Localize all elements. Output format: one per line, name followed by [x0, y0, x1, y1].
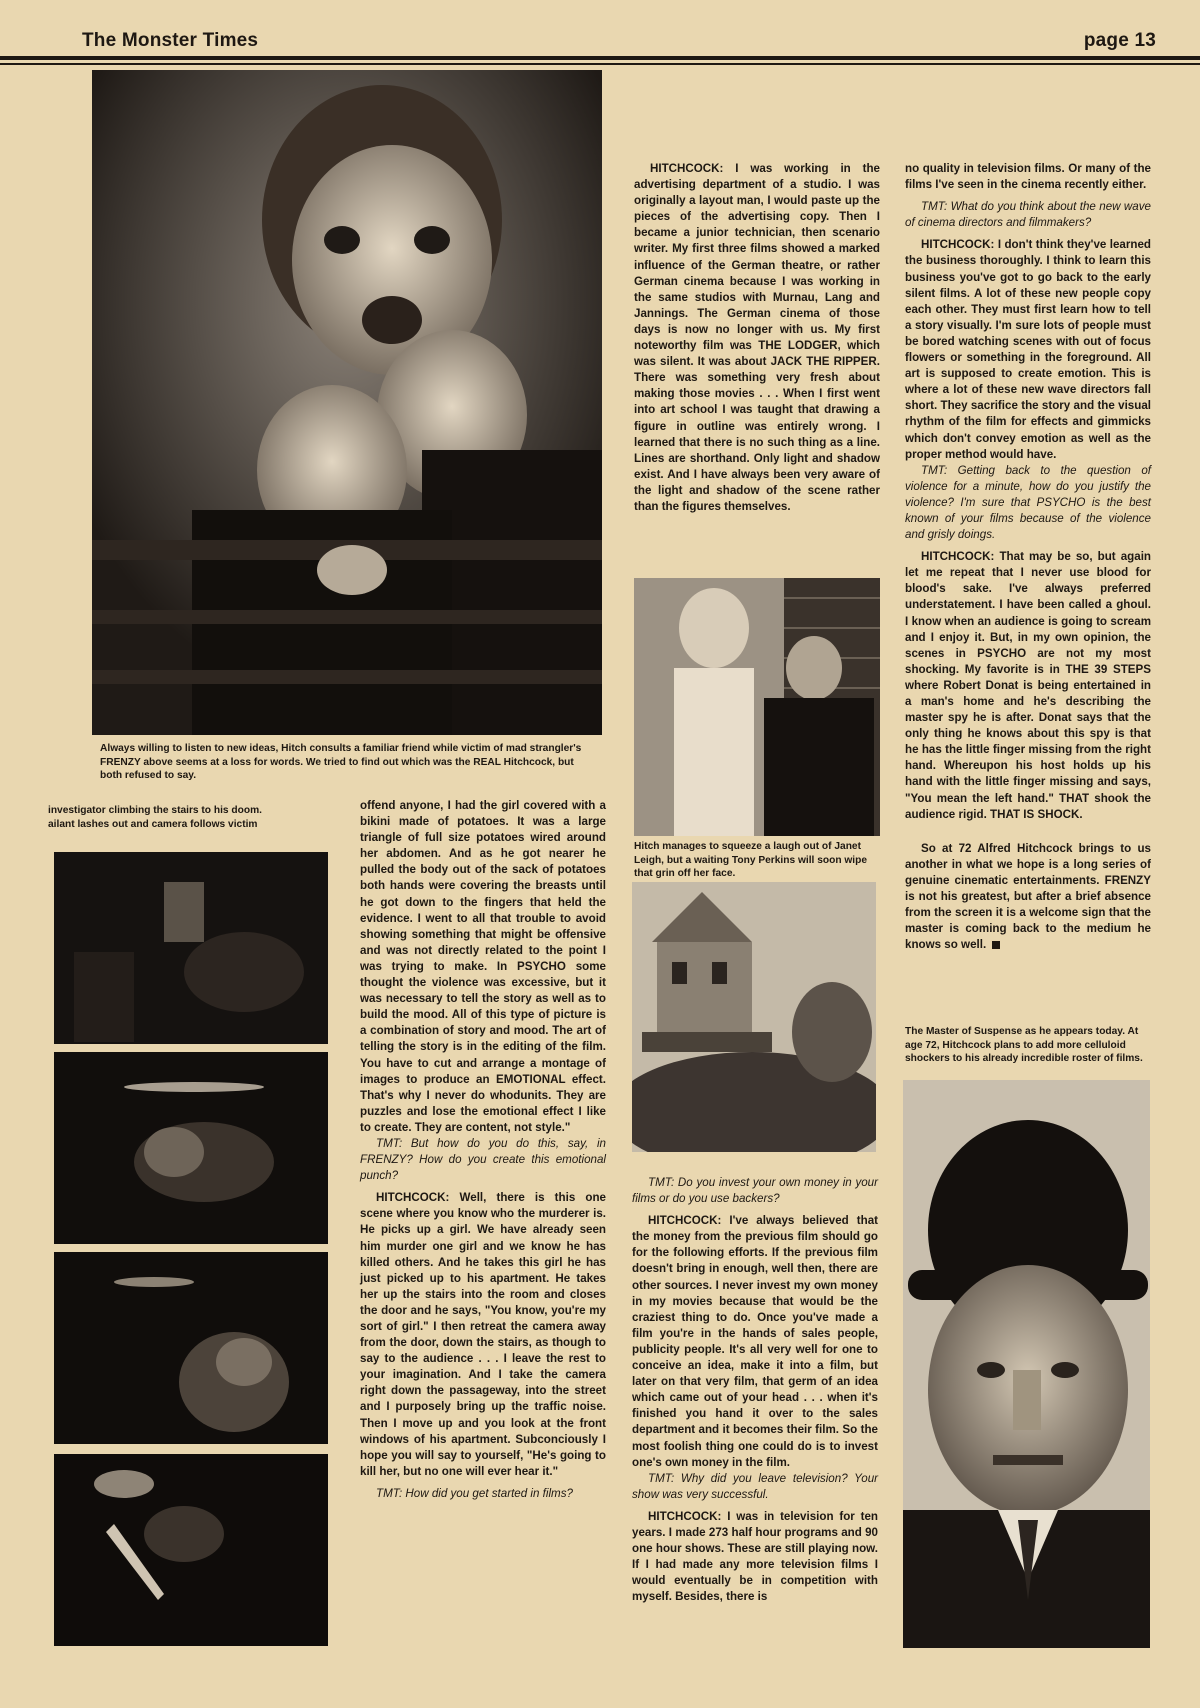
article-conclusion-text: So at 72 Alfred Hitchcock brings to us another in what we hope is a long series of genuine cinematic entertainments. FRENZY is not his greatest, but after a brief absence from the screen it is a welcome sign that the master is coming back to the medium he knows so well. — [905, 841, 1151, 952]
film-still-1-photo — [54, 852, 328, 1044]
interview-answer: HITCHCOCK: I was in television for ten years. I made 273 half hour programs and 90 one hour shows. These are still playing now. If I had made any more television films I would eventually be in competition with myself. Besides, there is — [632, 1509, 878, 1604]
article-conclusion — [905, 841, 1151, 954]
article-column-right — [905, 161, 1151, 953]
page-number: page 13 — [1083, 30, 1156, 51]
hitchcock-frenzy-montage-photo — [92, 70, 602, 735]
end-of-article-icon — [992, 941, 1000, 949]
interview-question: TMT: Do you invest your own money in your films or do you use backers? — [632, 1176, 878, 1206]
article-column-left — [360, 798, 606, 1502]
film-still-2-photo — [54, 1052, 328, 1244]
main-photo-caption: Always willing to listen to new ideas, Hitch consults a familiar friend while victim of mad strangler's FRENZY above seems at a loss for words. We tried to find out which was the REAL Hitchcock, but both refused to say. — [100, 743, 582, 781]
header-rule-thick — [0, 56, 1200, 60]
interview-question: TMT: How did you get started in films? — [376, 1486, 573, 1500]
article-column-middle-bottom — [632, 1175, 878, 1605]
interview-answer: no quality in television films. Or many of the films I've seen in the cinema recently either. — [905, 162, 1151, 192]
film-still-3-photo — [54, 1252, 328, 1444]
interview-answer: HITCHCOCK: That may be so, but again let me repeat that I never use blood for blood's sake. I've always preferred understatement. I have been called a ghoul. I know when an audience is going to scream and I enjoy it. But, in my own opinion, the scenes in PSYCHO are not my most shocking. My favorite is in THE 39 STEPS where Robert Donat is being entertained in a man's home and he's describing the master spy he is after. Donat says that the only thing he knows about this spy is that he has the little finger missing from the right hand. Whereupon his host holds up his hand with the little finger missing and says, "You mean the left hand." THAT shook the audience rigid. THAT IS SHOCK. — [905, 550, 1151, 821]
interview-answer: HITCHCOCK: Well, there is this one scene where you know who the murderer is. He picks up a girl. We have already seen him murder one girl and we know he has killed others. And he takes this girl he has just picked up to his apartment. He takes her up the stairs into the room and closes the door and he says, "You know, you're my sort of girl." I then retreat the camera away from the door, down the stairs, as though to say to the audience . . . I leave the rest to your imagination. And I take the camera right down the passageway, into the street and I purposely bring up the traffic noise. Then I move up and you look at the front windows of his apartment. Subconciously I hope you will say to yourself, "He's going to kill her, but no one will ever hear it." — [360, 1191, 606, 1478]
interview-question: TMT: But how do you do this, say, in FRENZY? How do you create this emotional punch? — [360, 1136, 606, 1183]
interview-question: TMT: Why did you leave television? Your show was very successful. — [632, 1471, 878, 1501]
header-rule-thin — [0, 63, 1200, 65]
film-stills-caption: investigator climbing the stairs to his doom. ailant lashes out and camera follows victim — [48, 805, 262, 830]
interview-answer: HITCHCOCK: I've always believed that the money from the previous film should go for the following efforts. If the previous film doesn't bring in enough, well then, there are other sources. I never invest my own money in my movies because that would be the craziest thing to do. Once you've made a film you're in the hands of sales people, publicity people. It's all very well for one to conceive an idea, make it into a film, but later on that very film, that germ of an idea which came out of your head . . . when it's finished you hand it over to the sales department and it becomes their film. So the most foolish thing one could do is to invest one's own money in the film. — [632, 1214, 878, 1469]
portrait-caption: The Master of Suspense as he appears today. At age 72, Hitchcock plans to add more celluloid shockers to his already incredible roster of films. — [905, 1026, 1143, 1064]
hitchcock-bowler-hat-portrait-photo — [903, 1080, 1150, 1648]
article-column-middle-top — [634, 161, 880, 515]
publication-name: The Monster Times — [82, 30, 259, 51]
interview-answer: HITCHCOCK: I don't think they've learned the business thoroughly. I think to learn this business you've got to go back to the early silent films. A lot of these new people copy each other. They must first learn how to tell a story visually. I'm sure lots of people must be bored watching scenes with out of focus flowers or something in the foreground. All art is supposed to create emotion. This is where a lot of these new wave directors fall short. They sacrifice the story and the visual rhythm of the film for effects and gimmicks which don't convey emotion as well as the proper method would have. — [905, 238, 1151, 461]
interview-answer: HITCHCOCK: I was working in the advertising department of a studio. I was originally a layout man, I would paste up the pieces of the advertising copy. Then I became a junior technician, then scenario writer. My first three films showed a marked influence of the German theatre, or rather German cinema because I was working in the same studios with Murnau, Lang and Jannings. The German cinema of those days is now no longer with us. My first noteworthy film was THE LODGER, which was silent. It was about JACK THE RIPPER. There was something very fresh about making those movies . . . When I first went into art school I was taught that drawing a figure in outline was entirely wrong. I learned that there is no such thing as a line. Lines are shorthand. Only light and shadow exist. And I have always been very aware of the light and shadow of the scene rather than the figures themselves. — [634, 162, 880, 513]
film-still-4-photo — [54, 1454, 328, 1646]
interview-question: TMT: Getting back to the question of violence for a minute, how do you justify the violence? I'm sure that PSYCHO is the best known of your films because of the violence and grisly doings. — [905, 463, 1151, 542]
hitchcock-janet-leigh-photo — [634, 578, 880, 836]
psycho-photo-caption: Hitch manages to squeeze a laugh out of Janet Leigh, but a waiting Tony Perkins will soon wipe that grin off her face. — [634, 841, 868, 879]
psycho-house-photo — [632, 882, 876, 1152]
article-paragraph: offend anyone, I had the girl covered with a bikini made of potatoes. It was a large triangle of full size potatoes wired around her abdomen. And as he got nearer he pulled the body out of the sack of potatoes both hands were covering the breasts until he got down to the fingers that held the evidence. I went to all that trouble to avoid showing something that might be offensive and was not directly related to the point I was trying to make. In PSYCHO some thought the violence was excessive, but it was necessary to tell the story as well as to build the mood. All of this type of picture is a combination of story and mood. The art of telling the story is in the editing of the film. You have to cut and arrange a montage of images to produce an EMOTIONAL effect. That's why I never do whodunits. They are puzzles and lose the emotional effect I like to create. They are content, not style." — [360, 799, 606, 1134]
interview-question: TMT: What do you think about the new wave of cinema directors and filmmakers? — [905, 200, 1151, 230]
